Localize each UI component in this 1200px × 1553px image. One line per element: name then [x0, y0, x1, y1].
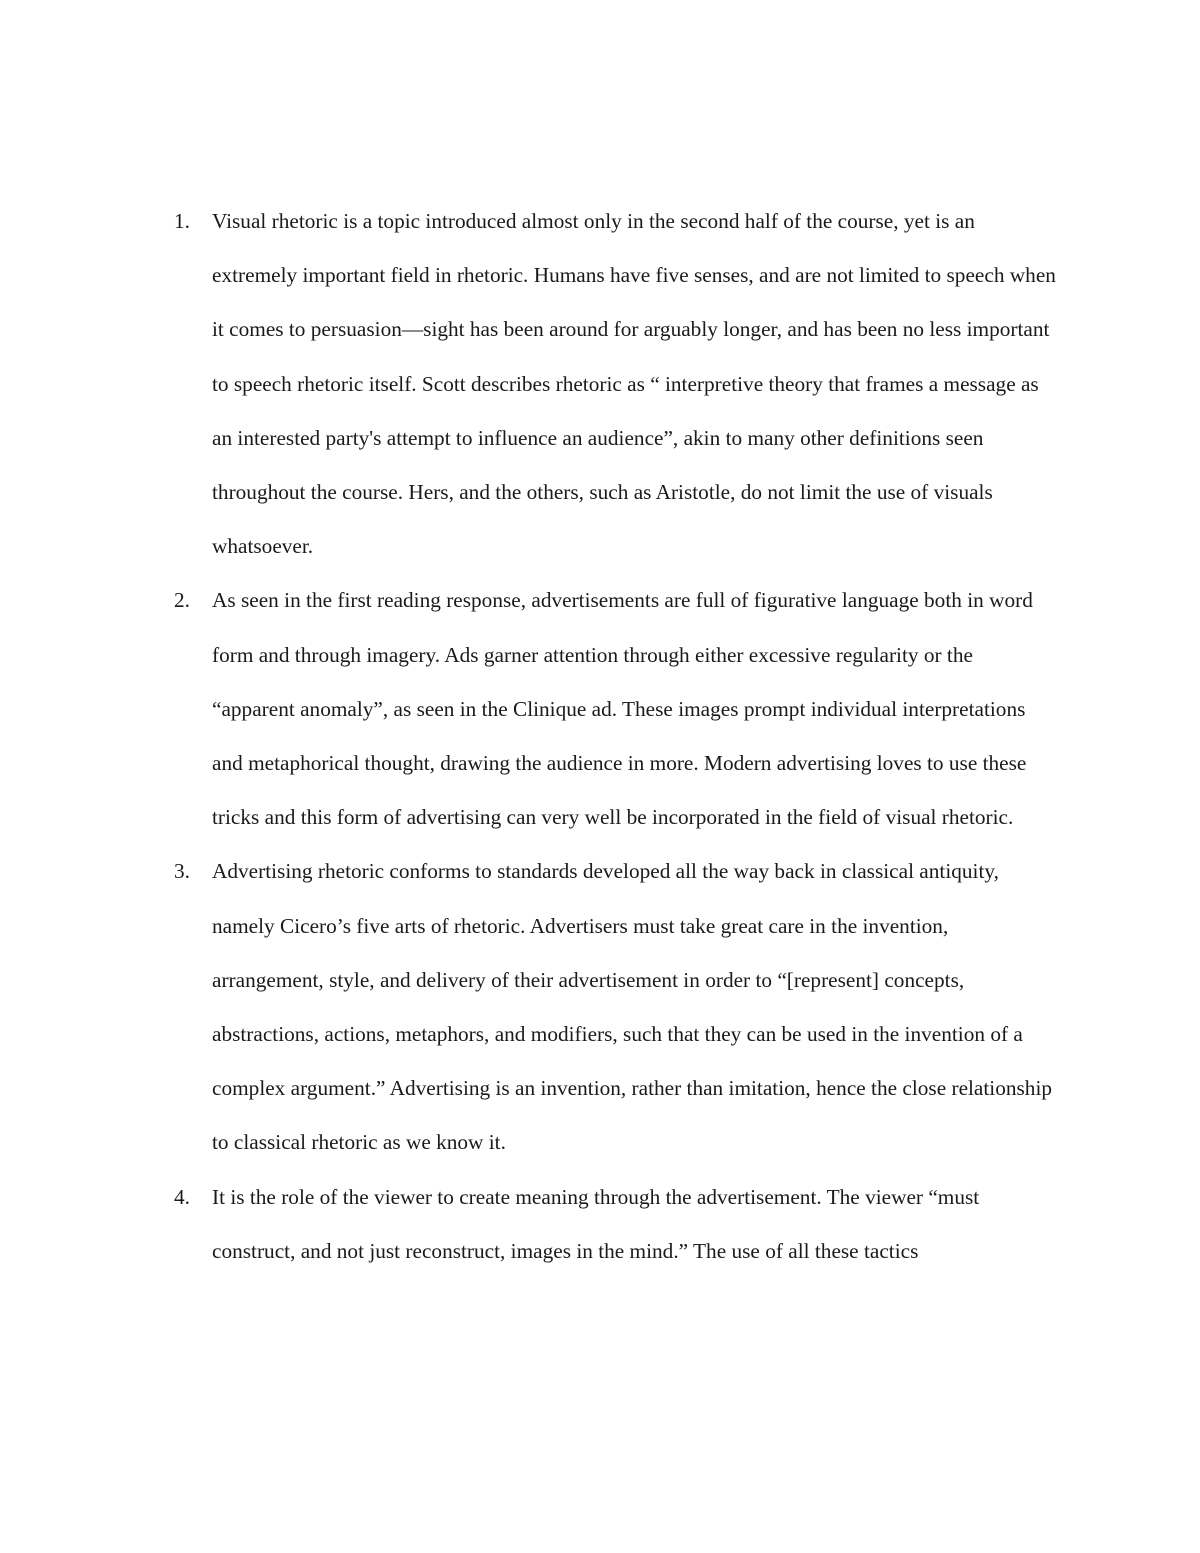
- list-item-text: It is the role of the viewer to create meaning through the advertisement. The viewer “must construct, and not just reconstruct, images in the mind.” The use of all these tactics: [212, 1184, 980, 1263]
- list-item-1: [174, 194, 1060, 573]
- list-item-number: 2.: [174, 588, 190, 613]
- list-item-2: [174, 573, 1060, 844]
- list-item-text: As seen in the first reading response, advertisements are full of figurative language both in word form and through imagery. Ads garner attention through either excessive regularity or the “apparent anomaly”, as seen in the Clinique ad. These images prompt individual interpretations and metaphorical thought, drawing the audience in more. Modern advertising loves to use these tricks and this form of advertising can very well be incorporated in the field of visual rhetoric.: [212, 588, 1033, 830]
- list-item-number: 4.: [174, 1184, 190, 1209]
- list-item-number: 3.: [174, 859, 190, 884]
- list-item-4: [174, 1170, 1060, 1278]
- list-item-number: 1.: [174, 209, 190, 233]
- numbered-list: [174, 194, 1060, 1278]
- list-item-text: Visual rhetoric is a topic introduced almost only in the second half of the course, yet is an extremely important field in rhetoric. Humans have five senses, and are not limited to speech when it comes to persuasion—sight has been around for arguably longer, and has been no less important to speech rhetoric itself. Scott describes rhetoric as “ interpretive theory that frames a message as an interested party's attempt to influence an audience”, akin to many other definitions seen throughout the course. Hers, and the others, such as Aristotle, do not limit the use of visuals whatsoever.: [212, 209, 1056, 559]
- list-item-3: [174, 844, 1060, 1169]
- list-item-text: Advertising rhetoric conforms to standards developed all the way back in classical antiquity, namely Cicero’s five arts of rhetoric. Advertisers must take great care in the invention, arrangement, style, and delivery of their advertisement in order to “[represent] concepts, abstractions, actions, metaphors, and modifiers, such that they can be used in the invention of a complex argument.” Advertising is an invention, rather than imitation, hence the close relationship to classical rhetoric as we know it.: [212, 859, 1053, 1155]
